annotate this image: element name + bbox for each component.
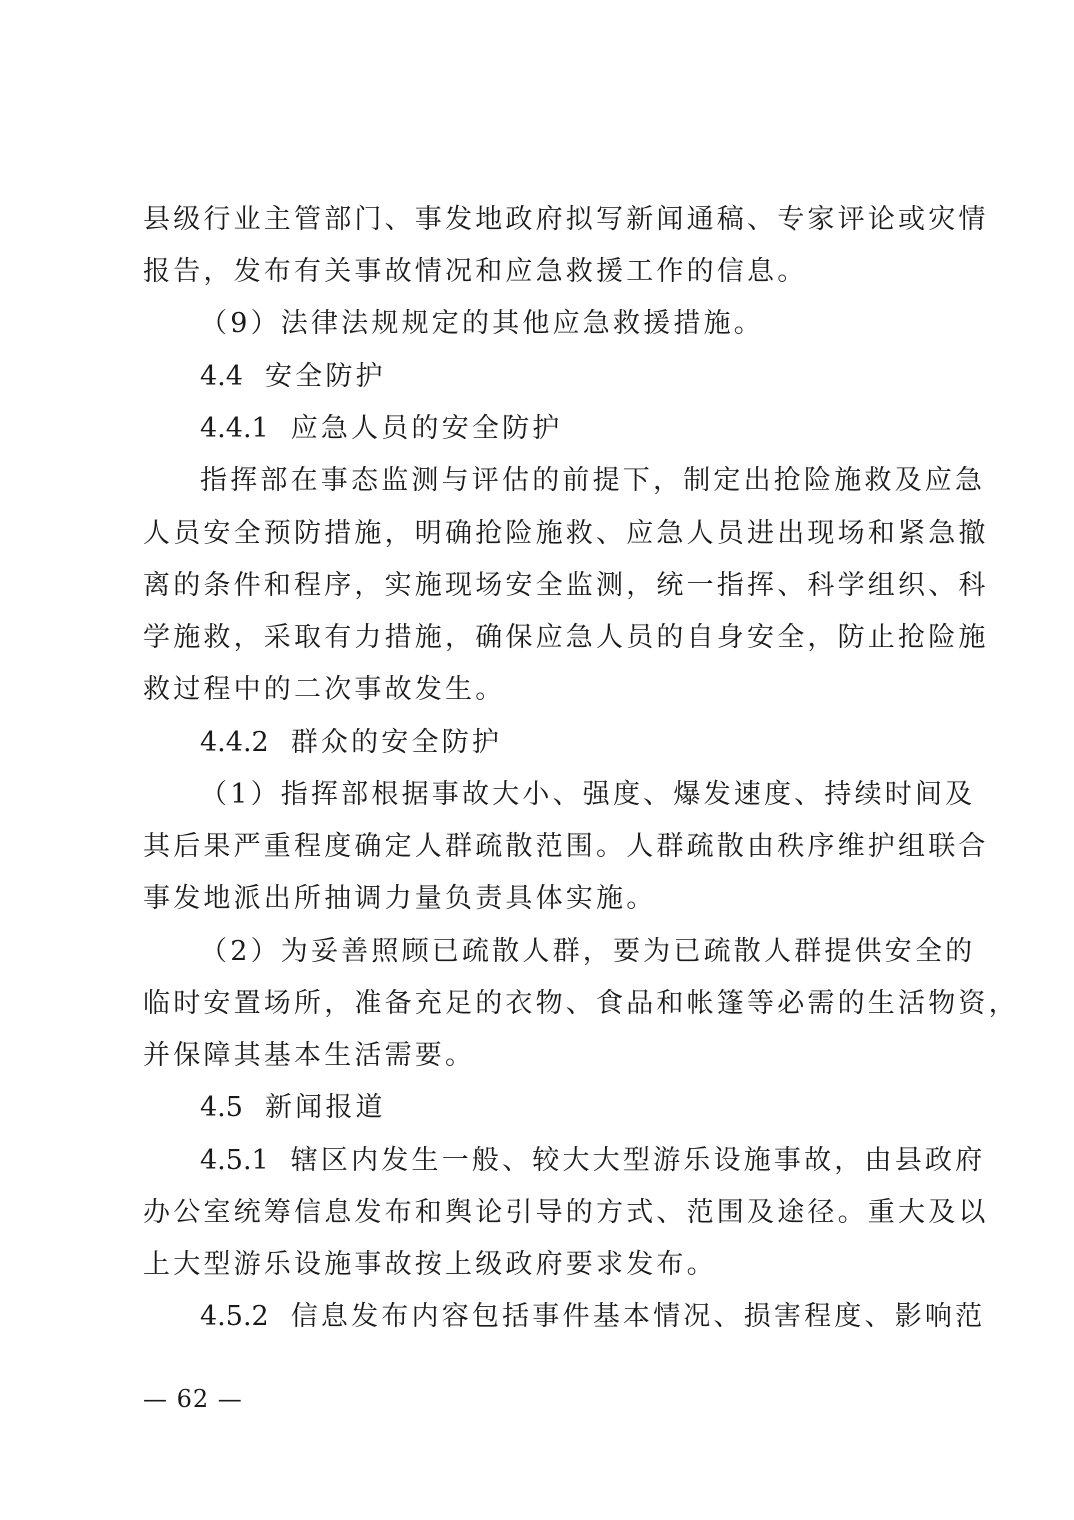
- subsection-paragraph: [200, 1300, 986, 1334]
- body-line: 事发地派出所抽调力量负责具体实施。: [143, 883, 657, 914]
- body-line: 报告，发布有关事故情况和应急救援工作的信息。: [143, 256, 808, 287]
- body-line: 并保障其基本生活需要。: [143, 1040, 476, 1071]
- body-line: 人员安全预防措施，明确抢险施救、应急人员进出现场和紧急撤: [143, 518, 989, 549]
- body-line: 救过程中的二次事故发生。: [143, 674, 506, 705]
- list-item: （1）指挥部根据事故大小、强度、爆发速度、持续时间及: [200, 779, 976, 810]
- section-text: 辖区内发生一般、较大大型游乐设施事故，由县政府: [290, 1145, 986, 1176]
- section-number: 4.5.1: [200, 1145, 269, 1176]
- body-line: 指挥部在事态监测与评估的前提下，制定出抢险施救及应急: [200, 465, 986, 496]
- page-number: — 62 —: [143, 1385, 243, 1413]
- list-item: （2）为妥善照顾已疏散人群，要为已疏散人群提供安全的: [200, 936, 976, 967]
- section-number: 4.5: [200, 1092, 243, 1123]
- section-number: 4.4.1: [200, 413, 269, 444]
- section-number: 4.4.2: [200, 727, 269, 758]
- body-line: 上大型游乐设施事故按上级政府要求发布。: [143, 1249, 717, 1280]
- subsection-paragraph: [200, 1144, 986, 1178]
- subsection-heading: [200, 726, 943, 760]
- body-line: 县级行业主管部门、事发地政府拟写新闻通稿、专家评论或灾情: [143, 204, 989, 235]
- section-title: 安全防护: [264, 361, 386, 392]
- section-number: 4.5.2: [200, 1301, 269, 1332]
- section-title: 应急人员的安全防护: [290, 413, 563, 444]
- section-title: 新闻报道: [264, 1092, 386, 1123]
- body-line: 临时安置场所，准备充足的衣物、食品和帐篷等必需的生活物资，: [143, 988, 1019, 1019]
- section-heading: [200, 360, 943, 394]
- section-title: 群众的安全防护: [290, 727, 503, 758]
- section-number: 4.4: [200, 361, 243, 392]
- section-heading: [200, 1091, 943, 1125]
- list-item: （9）法律法规规定的其他应急救援措施。: [200, 308, 764, 339]
- body-line: 办公室统筹信息发布和舆论引导的方式、范围及途径。重大及以: [143, 1197, 989, 1228]
- section-text: 信息发布内容包括事件基本情况、损害程度、影响范: [290, 1301, 986, 1332]
- body-line: 离的条件和程序，实施现场安全监测，统一指挥、科学组织、科: [143, 570, 989, 601]
- subsection-heading: [200, 412, 943, 446]
- body-line: 其后果严重程度确定人群疏散范围。人群疏散由秩序维护组联合: [143, 831, 989, 862]
- body-line: 学施救，采取有力措施，确保应急人员的自身安全，防止抢险施: [143, 622, 989, 653]
